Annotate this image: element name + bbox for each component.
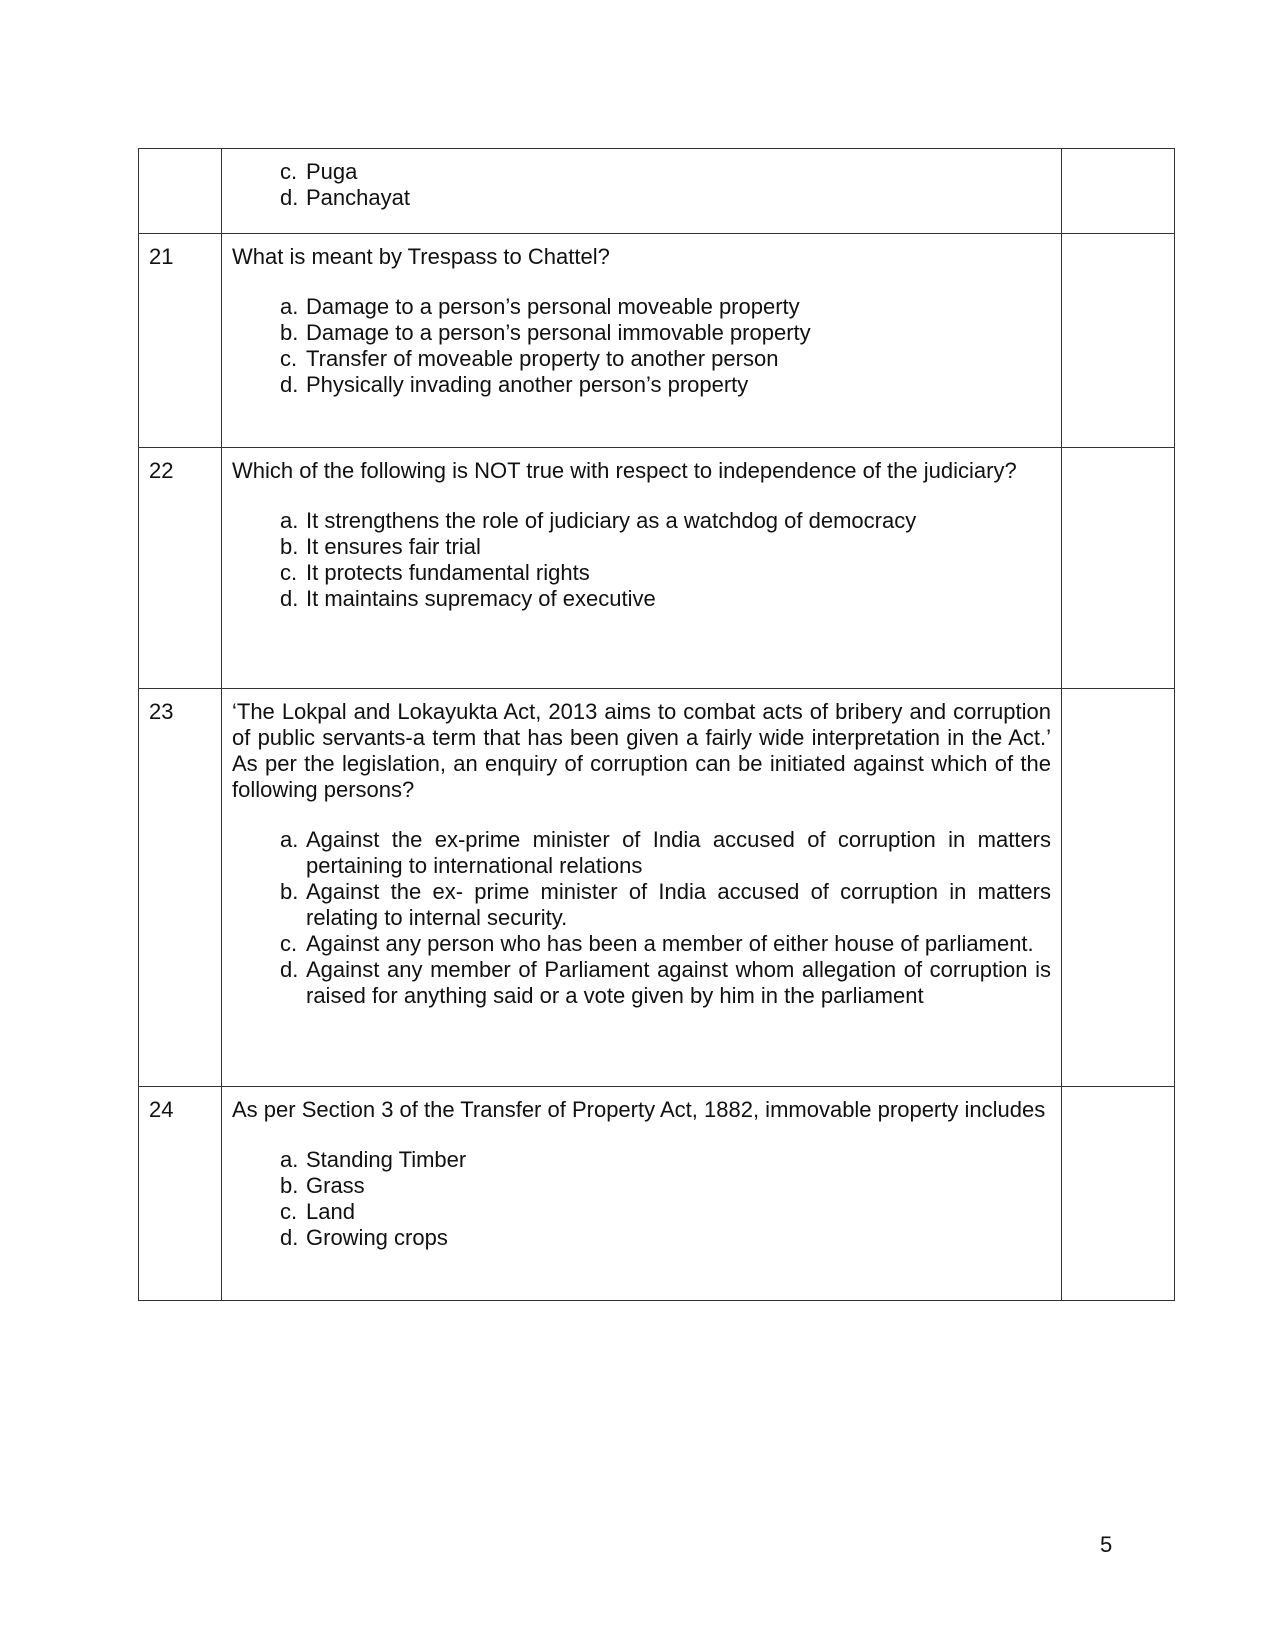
option-text: Puga (306, 159, 358, 184)
option-letter: a. (280, 1147, 299, 1172)
question-text: As per Section 3 of the Transfer of Property Act, 1882, immovable property includes (232, 1097, 1046, 1122)
option-item (232, 372, 1051, 398)
option-text: It protects fundamental rights (306, 560, 590, 585)
option-text: Against the ex- prime minister of India accused of corruption in matters relating to internal security. (306, 879, 1051, 930)
option-letter: b. (280, 1173, 299, 1198)
question-cell (222, 1087, 1062, 1301)
option-item (232, 534, 1051, 560)
option-item (232, 560, 1051, 586)
option-letter: d. (280, 185, 299, 210)
option-letter: a. (280, 508, 299, 533)
option-text: Damage to a person’s personal moveable property (306, 294, 800, 319)
table-row-continued (139, 149, 1175, 234)
option-text: Transfer of moveable property to another person (306, 346, 779, 371)
option-letter: b. (280, 534, 299, 559)
option-letter: d. (280, 586, 299, 611)
option-text: Panchayat (306, 185, 410, 210)
option-item (232, 294, 1051, 320)
option-text: Against any member of Parliament against whom allegation of corruption is raised for anything said or a vote given by him in the parliament (306, 957, 1051, 1008)
answer-cell (1062, 689, 1175, 1087)
option-text: Against any person who has been a member of either house of parliament. (306, 931, 1034, 956)
option-text: Standing Timber (306, 1147, 467, 1172)
option-letter: c. (280, 346, 298, 371)
option-item (232, 185, 1051, 211)
answer-cell (1062, 234, 1175, 448)
answer-cell (1062, 448, 1175, 689)
option-item (232, 1147, 1051, 1173)
option-item (232, 508, 1051, 534)
option-letter: c. (280, 1199, 298, 1224)
question-cell (222, 234, 1062, 448)
option-letter: c. (280, 159, 298, 184)
options-list (232, 1147, 1051, 1251)
option-item (232, 159, 1051, 185)
question-number: 24 (139, 1087, 222, 1301)
option-text: Against the ex-prime minister of India accused of corruption in matters pertaining to international relations (306, 827, 1051, 878)
option-letter: c. (280, 560, 298, 585)
question-table (138, 148, 1175, 1301)
question-number: 22 (139, 448, 222, 689)
question-text: Which of the following is NOT true with respect to independence of the judiciary? (232, 458, 1017, 483)
option-letter: d. (280, 372, 299, 397)
answer-cell (1062, 1087, 1175, 1301)
option-letter: d. (280, 957, 299, 982)
option-text: Damage to a person’s personal immovable property (306, 320, 811, 345)
option-text: Growing crops (306, 1225, 448, 1250)
options-list (232, 508, 1051, 612)
option-letter: d. (280, 1225, 299, 1250)
table-row-question-22 (139, 448, 1175, 689)
question-text: What is meant by Trespass to Chattel? (232, 244, 610, 269)
option-letter: b. (280, 879, 299, 904)
option-item (232, 931, 1051, 957)
option-item (232, 1225, 1051, 1251)
option-text: Grass (306, 1173, 365, 1198)
question-number-cell (139, 149, 222, 234)
question-number: 23 (139, 689, 222, 1087)
option-text: Land (306, 1199, 355, 1224)
option-item (232, 1173, 1051, 1199)
option-item (232, 320, 1051, 346)
option-item (232, 1199, 1051, 1225)
table-row-question-21 (139, 234, 1175, 448)
option-text: It maintains supremacy of executive (306, 586, 656, 611)
option-item (232, 586, 1051, 612)
options-list (232, 159, 1051, 211)
option-text: Physically invading another person’s property (306, 372, 749, 397)
options-list (232, 827, 1051, 1009)
question-number: 21 (139, 234, 222, 448)
option-text: It ensures fair trial (306, 534, 481, 559)
option-letter: a. (280, 294, 299, 319)
table-row-question-23 (139, 689, 1175, 1087)
question-text: ‘The Lokpal and Lokayukta Act, 2013 aims to combat acts of bribery and corruption of public servants-a term that has been given a fairly wide interpretation in the Act.’ As per the legislation, an enquiry of corruption can be initiated against which of the following persons? (232, 699, 1051, 802)
page-number: 5 (1100, 1532, 1113, 1557)
question-cell (222, 689, 1062, 1087)
option-item (232, 879, 1051, 931)
options-list (232, 294, 1051, 398)
option-item (232, 346, 1051, 372)
answer-cell (1062, 149, 1175, 234)
option-text: It strengthens the role of judiciary as a watchdog of democracy (306, 508, 917, 533)
option-letter: a. (280, 827, 299, 852)
option-item (232, 957, 1051, 1009)
option-item (232, 827, 1051, 879)
question-cell (222, 149, 1062, 234)
option-letter: c. (280, 931, 298, 956)
question-cell (222, 448, 1062, 689)
option-letter: b. (280, 320, 299, 345)
table-row-question-24 (139, 1087, 1175, 1301)
